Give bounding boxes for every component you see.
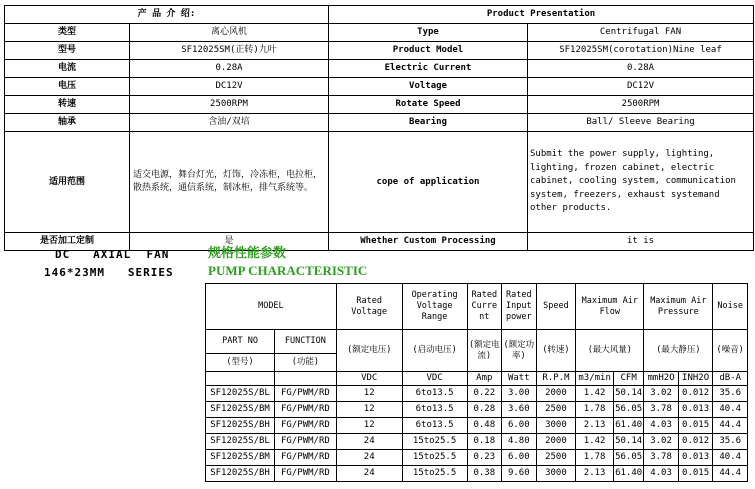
cn-value: SF12025SM(正转)九叶 bbox=[130, 42, 329, 60]
pressure-inh2o-cell: 0.015 bbox=[678, 418, 713, 434]
rated-current-cell: 0.18 bbox=[467, 434, 502, 450]
header-row-1 bbox=[206, 284, 748, 330]
en-value: 2500RPM bbox=[528, 96, 754, 114]
noise-cell: 44.4 bbox=[713, 418, 748, 434]
rated-voltage-cell: 24 bbox=[336, 434, 402, 450]
pressure-mmh2o-cell: 4.03 bbox=[644, 418, 679, 434]
cn-label: 适用范围 bbox=[5, 132, 130, 233]
part-no-cell: SF12025S/BM bbox=[206, 402, 275, 418]
header-right: Product Presentation bbox=[329, 6, 754, 24]
speed-cell: 2000 bbox=[536, 434, 576, 450]
rated-current-cell: 0.23 bbox=[467, 450, 502, 466]
rated-current-header: Rated Curre nt bbox=[467, 284, 502, 330]
unit-m3min: m3/min bbox=[576, 372, 614, 386]
table-row bbox=[206, 466, 748, 482]
cn-rated-current: (额定电流) bbox=[467, 330, 502, 372]
speed-cell: 2500 bbox=[536, 402, 576, 418]
speed-cell: 3000 bbox=[536, 418, 576, 434]
airflow-cfm-cell: 61.40 bbox=[613, 466, 643, 482]
unit-mmh2o: mmH2O bbox=[644, 372, 679, 386]
pressure-inh2o-cell: 0.013 bbox=[678, 402, 713, 418]
model-header: MODEL bbox=[206, 284, 337, 330]
cn-start-voltage: (启动电压) bbox=[402, 330, 467, 372]
cn-label: 是否加工定制 bbox=[5, 233, 130, 251]
cn-value: 是 bbox=[130, 233, 329, 251]
header-row-2 bbox=[206, 330, 748, 354]
rated-current-cell: 0.28 bbox=[467, 402, 502, 418]
unit-row bbox=[206, 372, 748, 386]
en-value: it is bbox=[528, 233, 754, 251]
en-value: SF12025SM(corotation)Nine leaf bbox=[528, 42, 754, 60]
table-row bbox=[206, 386, 748, 402]
part-no-header: PART NO bbox=[206, 330, 275, 354]
cn-max-airflow: (最大风量) bbox=[576, 330, 644, 372]
part-no-cell: SF12025S/BL bbox=[206, 386, 275, 402]
rated-power-cell: 6.00 bbox=[502, 418, 537, 434]
airflow-m3min-cell: 1.78 bbox=[576, 402, 614, 418]
pressure-mmh2o-cell: 3.02 bbox=[644, 434, 679, 450]
part-no-cell: SF12025S/BM bbox=[206, 450, 275, 466]
part-no-cell: SF12025S/BH bbox=[206, 418, 275, 434]
unit-blank bbox=[275, 372, 337, 386]
en-value: DC12V bbox=[528, 78, 754, 96]
unit-rpm: R.P.M bbox=[536, 372, 576, 386]
voltage-row bbox=[5, 78, 754, 96]
en-value: Submit the power supply, lighting, lighting, frozen cabinet, electric cabinet, cooling system, communication system, freezers, exhaust systemand other products. bbox=[528, 132, 754, 233]
part-no-cell: SF12025S/BL bbox=[206, 434, 275, 450]
cn-max-pressure: (最大静压) bbox=[644, 330, 713, 372]
rated-current-cell: 0.38 bbox=[467, 466, 502, 482]
unit-cfm: CFM bbox=[613, 372, 643, 386]
unit-inh2o: INH2O bbox=[678, 372, 713, 386]
cn-model: (型号) bbox=[206, 354, 275, 372]
cn-label: 轴承 bbox=[5, 114, 130, 132]
type-row bbox=[5, 24, 754, 42]
en-label: Voltage bbox=[329, 78, 528, 96]
airflow-m3min-cell: 1.42 bbox=[576, 434, 614, 450]
rated-voltage-header: Rated Voltage bbox=[336, 284, 402, 330]
function-cell: FG/PWM/RD bbox=[275, 402, 337, 418]
table-row bbox=[206, 450, 748, 466]
function-cell: FG/PWM/RD bbox=[275, 386, 337, 402]
product-presentation-table bbox=[4, 5, 754, 251]
en-label: Whether Custom Processing bbox=[329, 233, 528, 251]
pressure-mmh2o-cell: 3.78 bbox=[644, 450, 679, 466]
model-row bbox=[5, 42, 754, 60]
en-value: Centrifugal FAN bbox=[528, 24, 754, 42]
unit-dba: dB-A bbox=[713, 372, 748, 386]
rated-voltage-cell: 12 bbox=[336, 402, 402, 418]
cn-value: 适交电源，舞台灯光，灯饰，冷冻柜，电拉柜，散热系统，通信系统，制冰柜，排气系统等。 bbox=[130, 132, 329, 233]
pressure-inh2o-cell: 0.013 bbox=[678, 450, 713, 466]
rated-voltage-cell: 12 bbox=[336, 386, 402, 402]
cn-label: 电压 bbox=[5, 78, 130, 96]
speed-cell: 2500 bbox=[536, 450, 576, 466]
rated-power-cell: 3.60 bbox=[502, 402, 537, 418]
noise-header: Noise bbox=[713, 284, 748, 330]
airflow-m3min-cell: 1.42 bbox=[576, 386, 614, 402]
airflow-m3min-cell: 2.13 bbox=[576, 418, 614, 434]
unit-blank bbox=[206, 372, 275, 386]
rated-current-cell: 0.48 bbox=[467, 418, 502, 434]
speed-row bbox=[5, 96, 754, 114]
cn-rated-voltage: (额定电压) bbox=[336, 330, 402, 372]
part-no-cell: SF12025S/BH bbox=[206, 466, 275, 482]
speed-header: Speed bbox=[536, 284, 576, 330]
function-header: FUNCTION bbox=[275, 330, 337, 354]
airflow-cfm-cell: 61.40 bbox=[613, 418, 643, 434]
noise-cell: 40.4 bbox=[713, 402, 748, 418]
noise-cell: 44.4 bbox=[713, 466, 748, 482]
en-label: Bearing bbox=[329, 114, 528, 132]
en-label: cope of application bbox=[329, 132, 528, 233]
voltage-range-cell: 15to25.5 bbox=[402, 450, 467, 466]
max-airflow-header: Maximum Air Flow bbox=[576, 284, 644, 330]
pump-characteristic-table bbox=[205, 283, 748, 482]
cn-value: DC12V bbox=[130, 78, 329, 96]
voltage-range-cell: 6to13.5 bbox=[402, 402, 467, 418]
pressure-mmh2o-cell: 3.02 bbox=[644, 386, 679, 402]
airflow-cfm-cell: 50.14 bbox=[613, 434, 643, 450]
current-row bbox=[5, 60, 754, 78]
airflow-m3min-cell: 2.13 bbox=[576, 466, 614, 482]
rated-power-cell: 4.80 bbox=[502, 434, 537, 450]
rated-voltage-cell: 12 bbox=[336, 418, 402, 434]
pressure-mmh2o-cell: 4.03 bbox=[644, 466, 679, 482]
header-left: 产 品 介 绍: bbox=[5, 6, 329, 24]
bearing-row bbox=[5, 114, 754, 132]
noise-cell: 40.4 bbox=[713, 450, 748, 466]
scope-row bbox=[5, 132, 754, 233]
speed-cell: 3000 bbox=[536, 466, 576, 482]
unit-amp: Amp bbox=[467, 372, 502, 386]
speed-cell: 2000 bbox=[536, 386, 576, 402]
pressure-inh2o-cell: 0.015 bbox=[678, 466, 713, 482]
spec-body bbox=[206, 386, 748, 482]
rated-power-cell: 9.60 bbox=[502, 466, 537, 482]
en-value: Ball/ Sleeve Bearing bbox=[528, 114, 754, 132]
cn-value: 2500RPM bbox=[130, 96, 329, 114]
cn-value: 含油/双培 bbox=[130, 114, 329, 132]
spec-heading-en: PUMP CHARACTERISTIC bbox=[208, 263, 368, 278]
cn-label: 转速 bbox=[5, 96, 130, 114]
cn-label: 电流 bbox=[5, 60, 130, 78]
pressure-inh2o-cell: 0.012 bbox=[678, 386, 713, 402]
airflow-m3min-cell: 1.78 bbox=[576, 450, 614, 466]
en-value: 0.28A bbox=[528, 60, 754, 78]
airflow-cfm-cell: 50.14 bbox=[613, 386, 643, 402]
unit-vdc-range: VDC bbox=[402, 372, 467, 386]
cn-value: 离心风机 bbox=[130, 24, 329, 42]
function-cell: FG/PWM/RD bbox=[275, 434, 337, 450]
max-pressure-header: Maximum Air Pressure bbox=[644, 284, 713, 330]
rated-current-cell: 0.22 bbox=[467, 386, 502, 402]
cn-speed: (转速) bbox=[536, 330, 576, 372]
rated-power-cell: 6.00 bbox=[502, 450, 537, 466]
table-row bbox=[206, 434, 748, 450]
function-cell: FG/PWM/RD bbox=[275, 450, 337, 466]
operating-voltage-header: Operating Voltage Range bbox=[402, 284, 467, 330]
rated-voltage-cell: 24 bbox=[336, 466, 402, 482]
table-row bbox=[206, 402, 748, 418]
pressure-inh2o-cell: 0.012 bbox=[678, 434, 713, 450]
cn-function: (功能) bbox=[275, 354, 337, 372]
voltage-range-cell: 6to13.5 bbox=[402, 418, 467, 434]
table-row bbox=[206, 418, 748, 434]
cn-rated-power: (额定功率) bbox=[502, 330, 537, 372]
pressure-mmh2o-cell: 3.78 bbox=[644, 402, 679, 418]
function-cell: FG/PWM/RD bbox=[275, 418, 337, 434]
function-cell: FG/PWM/RD bbox=[275, 466, 337, 482]
spec-heading-cn: 规格性能参数 bbox=[208, 245, 287, 260]
voltage-range-cell: 15to25.5 bbox=[402, 434, 467, 450]
cn-noise: (噪音) bbox=[713, 330, 748, 372]
rated-power-cell: 3.00 bbox=[502, 386, 537, 402]
cn-label: 型号 bbox=[5, 42, 130, 60]
en-label: Product Model bbox=[329, 42, 528, 60]
cn-label: 类型 bbox=[5, 24, 130, 42]
noise-cell: 35.6 bbox=[713, 434, 748, 450]
cn-value: 0.28A bbox=[130, 60, 329, 78]
rated-voltage-cell: 24 bbox=[336, 450, 402, 466]
unit-vdc: VDC bbox=[336, 372, 402, 386]
presentation-header-row bbox=[5, 6, 754, 24]
en-label: Rotate Speed bbox=[329, 96, 528, 114]
noise-cell: 35.6 bbox=[713, 386, 748, 402]
airflow-cfm-cell: 56.05 bbox=[613, 402, 643, 418]
unit-watt: Watt bbox=[502, 372, 537, 386]
series-line-1: DC AXIAL FAN bbox=[55, 248, 170, 261]
voltage-range-cell: 6to13.5 bbox=[402, 386, 467, 402]
rated-input-header: Rated Input power bbox=[502, 284, 537, 330]
airflow-cfm-cell: 56.05 bbox=[613, 450, 643, 466]
en-label: Type bbox=[329, 24, 528, 42]
voltage-range-cell: 15to25.5 bbox=[402, 466, 467, 482]
series-line-2: 146*23MM SERIES bbox=[44, 266, 174, 279]
en-label: Electric Current bbox=[329, 60, 528, 78]
